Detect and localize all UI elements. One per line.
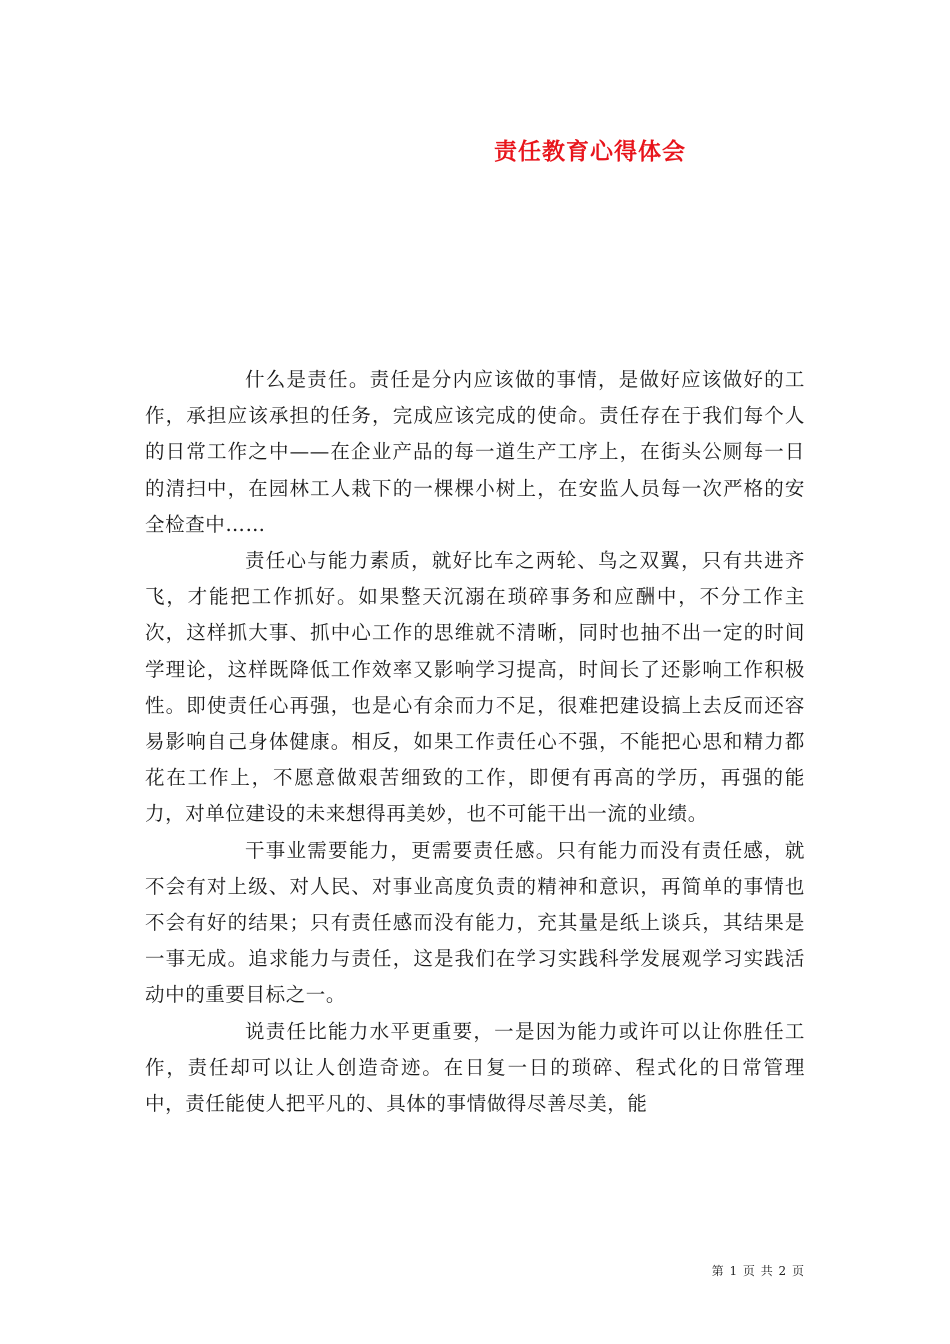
document-title: 责任教育心得体会 bbox=[494, 138, 686, 165]
paragraph-2: 责任心与能力素质，就好比车之两轮、鸟之双翼，只有共进齐飞，才能把工作抓好。如果整天沉溺在琐碎事务和应酬中，不分工作主次，这样抓大事、抓中心工作的思维就不清晰，同时也抽不出一定的时间学理论，这样既降低工作效率又影响学习提高，时间长了还影响工作积极性。即使责任心再强，也是心有余而力不足，很难把建设搞上去反而还容易影响自己身体健康。相反，如果工作责任心不强，不能把心思和精力都花在工作上，不愿意做艰苦细致的工作，即便有再高的学历，再强的能力，对单位建设的未来想得再美妙，也不可能干出一流的业绩。 bbox=[145, 549, 805, 826]
document-body bbox=[145, 362, 805, 1122]
paragraph-3: 干事业需要能力，更需要责任感。只有能力而没有责任感，就不会有对上级、对人民、对事业高度负责的精神和意识，再简单的事情也不会有好的结果；只有责任感而没有能力，充其量是纸上谈兵，其结果是一事无成。追求能力与责任，这是我们在学习实践科学发展观学习实践活动中的重要目标之一。 bbox=[145, 838, 805, 1007]
paragraph-1: 什么是责任。责任是分内应该做的事情，是做好应该做好的工作，承担应该承担的任务，完成应该完成的使命。责任存在于我们每个人的日常工作之中——在企业产品的每一道生产工序上，在街头公厕每一日的清扫中，在园林工人栽下的一棵棵小树上，在安监人员每一次严格的安全检查中…… bbox=[145, 368, 805, 536]
paragraph-4: 说责任比能力水平更重要，一是因为能力或许可以让你胜任工作，责任却可以让人创造奇迹。在日复一日的琐碎、程式化的日常管理中，责任能使人把平凡的、具体的事情做得尽善尽美，能 bbox=[145, 1019, 805, 1116]
page-number-footer: 第 1 页 共 2 页 bbox=[711, 1264, 805, 1278]
